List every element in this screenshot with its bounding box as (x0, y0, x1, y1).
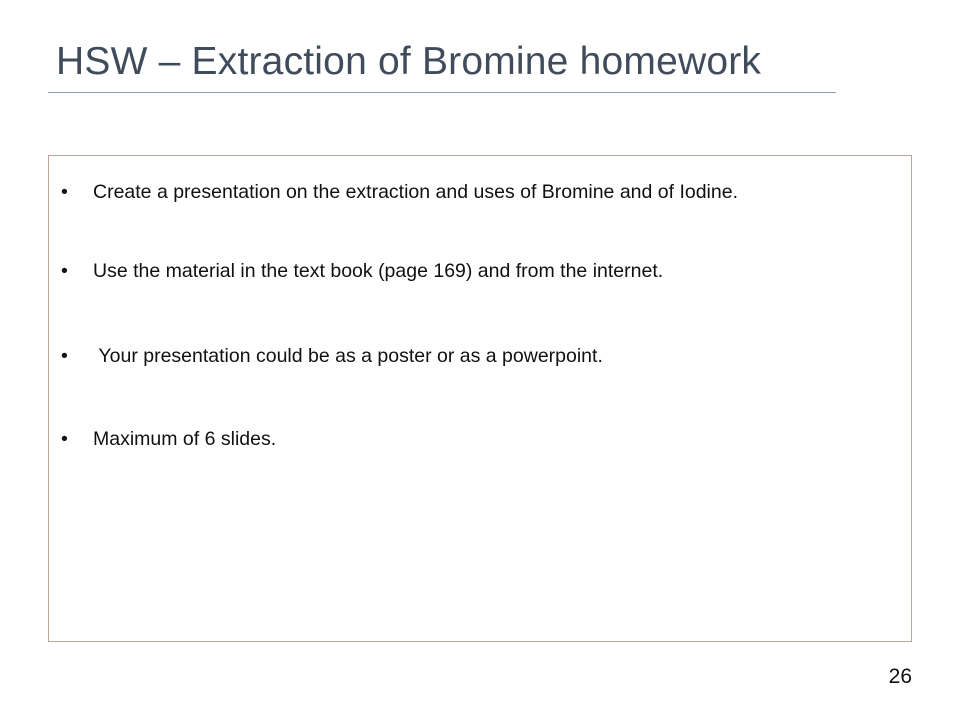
bullet-marker: • (61, 260, 68, 282)
bullet-marker: • (61, 181, 68, 203)
bullet-marker: • (61, 345, 68, 367)
bullet-item (61, 177, 901, 208)
slide-title: HSW – Extraction of Bromine homework (56, 40, 762, 83)
page-number: 26 (888, 665, 912, 688)
bullet-text: Create a presentation on the extraction and uses of Bromine and of Iodine. (93, 181, 738, 203)
bullet-item (61, 424, 901, 455)
bullet-item (61, 341, 901, 372)
bullet-text: Maximum of 6 slides. (93, 428, 277, 450)
bullet-text: Your presentation could be as a poster or as a powerpoint. (93, 345, 603, 367)
bullet-marker: • (61, 428, 68, 450)
content-box (48, 155, 912, 642)
bullet-item (61, 256, 901, 287)
title-divider (48, 92, 836, 93)
bullet-text: Use the material in the text book (page 169) and from the internet. (93, 260, 664, 282)
